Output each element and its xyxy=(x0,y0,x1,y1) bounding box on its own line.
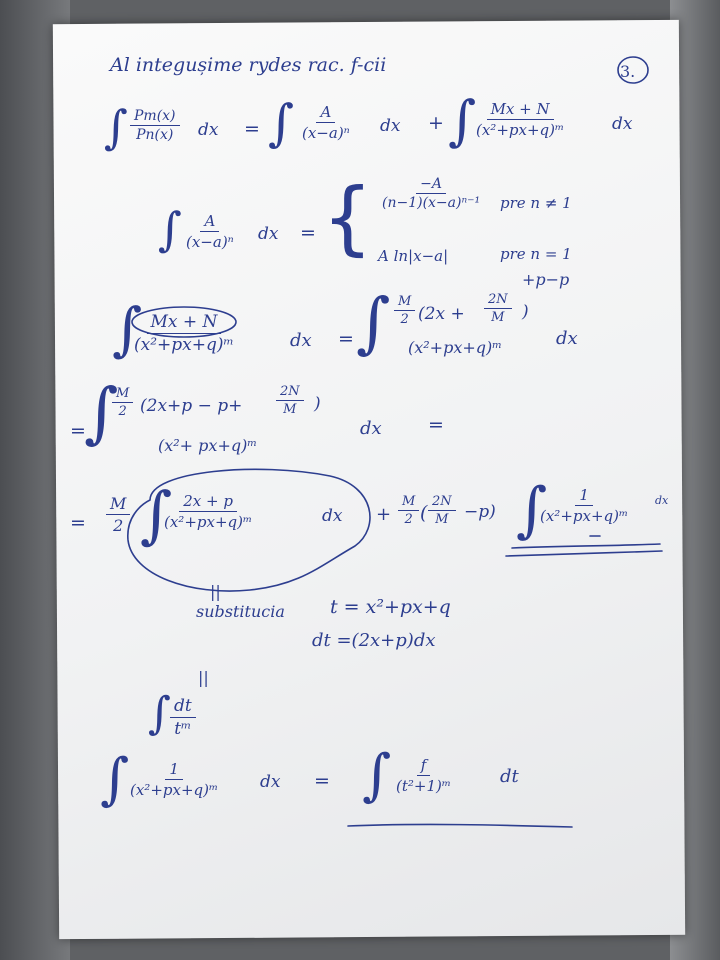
subst-eq-mark: || xyxy=(210,582,221,601)
eq2-case1-num: −A xyxy=(416,176,446,194)
eq4-prefix: = xyxy=(70,420,86,442)
eq5-b-dx: dx xyxy=(655,494,669,507)
eq4-inner-close: ) xyxy=(314,394,321,414)
eq3-rhs-den: (x²+px+q)ᵐ xyxy=(408,338,503,357)
eq4-den: (x²+ px+q)ᵐ xyxy=(158,436,258,455)
integral-sign: ∫ xyxy=(140,478,173,551)
eq2-case1-den: (n−1)(x−a)ⁿ⁻¹ xyxy=(382,195,481,211)
integral-sign: ∫ xyxy=(104,100,128,154)
eq1-t2-num: Mx + N xyxy=(487,100,554,120)
eq1-lhs-den: Pn(x) xyxy=(136,127,174,143)
eq3-lhs-dx: dx xyxy=(290,330,312,351)
eq6-eq-mark: || xyxy=(198,668,209,687)
eq3-coef-num: M xyxy=(394,294,415,311)
eq3-equals: = xyxy=(338,328,354,350)
integral-sign: ∫ xyxy=(448,89,477,152)
eq4-coef xyxy=(112,386,133,419)
eq5-coef2 xyxy=(398,494,419,527)
eq3-note: +p−p xyxy=(522,270,570,289)
eq3-inner-num: 2N xyxy=(484,292,512,309)
integral-sign: ∫ xyxy=(268,94,295,152)
eq4-inner-a: (2x+p − p+ xyxy=(140,396,243,416)
eq2-brace: { xyxy=(322,171,373,264)
eq5-prefix: = xyxy=(70,512,86,534)
eq7-rhs-dt: dt xyxy=(500,766,519,787)
eq5-paren-open: ( xyxy=(420,502,428,524)
page-number: 3. xyxy=(620,62,636,81)
eq3-lhs-num: Mx + N xyxy=(147,312,222,334)
eq3-inner-a: (2x + xyxy=(418,304,465,324)
eq5-plus: + xyxy=(376,504,392,525)
eq3-lhs-fraction xyxy=(130,312,238,355)
eq5-b-fraction xyxy=(536,486,632,525)
eq1-lhs-num: Pm(x) xyxy=(130,108,180,126)
integral-sign: ∫ xyxy=(356,284,391,361)
eq4-coef-num: M xyxy=(112,386,133,403)
eq3-coef-den: 2 xyxy=(400,312,409,327)
eq1-t1-den: (x−a)ⁿ xyxy=(302,124,350,142)
eq6-den: tᵐ xyxy=(174,719,192,739)
eq7-rhs-den: (t²+1)ᵐ xyxy=(396,777,452,795)
integral-sign: ∫ xyxy=(112,295,143,363)
integral-sign: ∫ xyxy=(516,475,548,545)
integral-sign: ∫ xyxy=(84,374,119,451)
eq5-b-den: (x²+px+q)ᵐ xyxy=(540,507,629,525)
eq7-lhs-den: (x²+px+q)ᵐ xyxy=(130,781,219,799)
integral-sign: ∫ xyxy=(100,747,130,812)
eq5-a-num: 2x + p xyxy=(179,492,237,512)
eq1-equals: = xyxy=(244,118,260,140)
eq7-rhs-fraction xyxy=(392,756,455,795)
integral-sign: ∫ xyxy=(362,743,392,808)
eq7-rhs-num: f xyxy=(417,756,431,776)
eq1-t2-den: (x²+px+q)ᵐ xyxy=(476,121,565,139)
integral-sign: ∫ xyxy=(148,688,171,739)
eq7-lhs-fraction xyxy=(126,760,222,799)
eq1-term2-fraction xyxy=(472,100,568,139)
eq3-rhs-dx: dx xyxy=(556,328,578,349)
eq3-inner-den: M xyxy=(491,310,505,325)
eq6-num: dt xyxy=(170,696,196,718)
eq2-case2-cond: pre n = 1 xyxy=(500,245,572,263)
eq2-lhs-num: A xyxy=(200,212,219,232)
eq5-p-fraction xyxy=(428,494,456,527)
eq2-lhs-dx: dx xyxy=(258,224,279,244)
eq2-case1-fraction xyxy=(378,176,484,211)
integral-sign: ∫ xyxy=(158,202,182,256)
eq4-inner-num: 2N xyxy=(276,384,304,401)
eq1-t2-dx: dx xyxy=(612,114,633,134)
eq2-lhs-fraction xyxy=(182,212,238,251)
eq7-lhs-dx: dx xyxy=(260,772,281,792)
eq3-lhs-den: (x²+px+q)ᵐ xyxy=(134,335,234,355)
eq6-fraction xyxy=(170,696,196,739)
eq1-term1-fraction xyxy=(298,103,354,142)
eq5-coef-den: 2 xyxy=(113,516,124,535)
eq4-inner-den: M xyxy=(283,402,297,417)
subst-label: substitucia xyxy=(196,602,285,621)
eq5-coef2-num: M xyxy=(398,494,419,511)
eq1-lhs-dx: dx xyxy=(198,120,219,140)
eq1-lhs-fraction xyxy=(130,108,180,143)
eq1-t1-num: A xyxy=(316,103,335,123)
eq5-p-num: 2N xyxy=(428,494,456,511)
eq3-inner-fraction xyxy=(484,292,512,325)
subst-line2: dt =(2x+p)dx xyxy=(312,630,436,651)
eq1-plus: + xyxy=(428,112,444,134)
eq4-inner-fraction xyxy=(276,384,304,417)
eq3-coef xyxy=(394,294,415,327)
eq2-case1-cond: pre n ≠ 1 xyxy=(500,194,572,212)
eq7-lhs-num: 1 xyxy=(165,760,183,780)
eq5-paren-rest: −p) xyxy=(464,502,496,522)
eq1-t1-dx: dx xyxy=(380,116,401,136)
eq5-a-fraction xyxy=(160,492,256,531)
page-heading: Al integușime rydes rac. f-cii xyxy=(110,54,387,76)
eq4-equals: = xyxy=(428,414,444,436)
eq2-lhs-den: (x−a)ⁿ xyxy=(186,233,234,251)
eq5-coef2-den: 2 xyxy=(404,512,413,527)
eq3-inner-close: ) xyxy=(522,302,529,322)
eq5-coef-num: M xyxy=(106,494,130,515)
eq5-p-den: M xyxy=(435,512,449,527)
eq4-dx: dx xyxy=(360,418,382,439)
eq2-equals: = xyxy=(300,222,316,244)
eq4-coef-den: 2 xyxy=(118,404,127,419)
subst-line1: t = x²+px+q xyxy=(330,596,451,618)
eq2-case2-expr: A ln|x−a| xyxy=(378,247,449,265)
eq5-coef xyxy=(106,494,130,535)
eq5-a-dx: dx xyxy=(322,506,343,526)
eq5-a-den: (x²+px+q)ᵐ xyxy=(164,513,253,531)
eq7-equals: = xyxy=(314,770,330,792)
eq5-b-num: 1 xyxy=(575,486,593,506)
